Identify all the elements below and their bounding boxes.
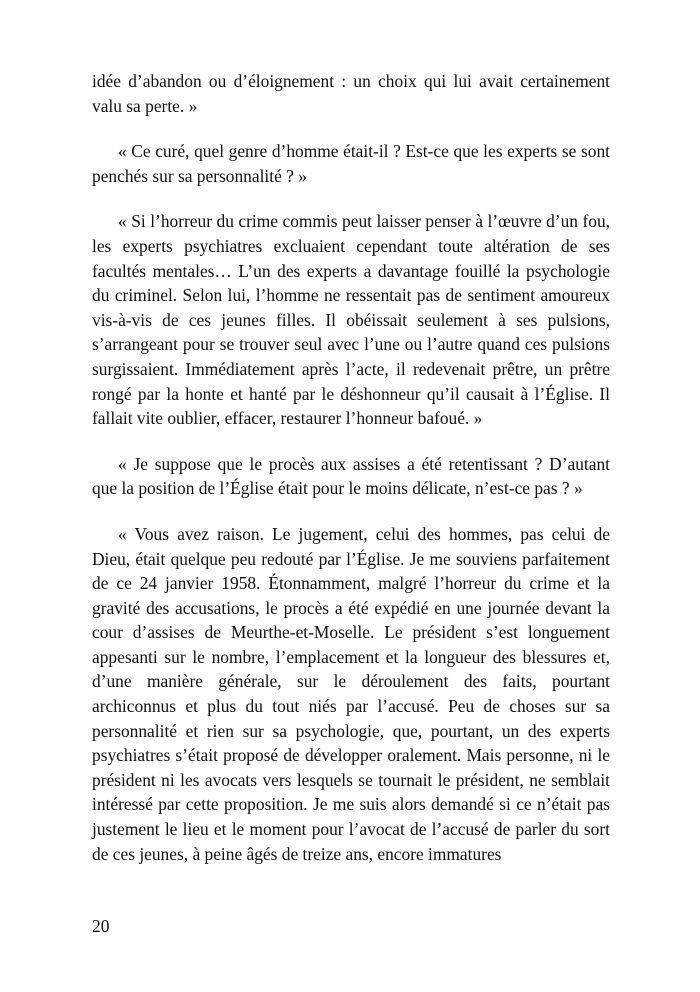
- paragraph-1: idée d’abandon ou d’éloignement : un choix qui lui avait certainement valu sa perte. »: [92, 71, 610, 116]
- page-body: [92, 69, 610, 887]
- paragraph-3: « Si l’horreur du crime commis peut laisser penser à l’œuvre d’un fou, les experts psychiatres excluaient cependant toute altération de ses facultés mentales… L’un des experts a davantage fouillé la psychologie du criminel. Selon lui, l’homme ne ressentait pas de sentiment amoureux vis-à-vis de ces jeunes filles. Il obéissait seulement à ses pulsions, s’arrangeant pour se trouver seul avec l’une ou l’autre quand ces pulsions surgissaient. Immédiatement après l’acte, il redevenait prêtre, un prêtre rongé par la honte et hanté par le déshonneur qu’il causait à l’Église. Il fallait vite oublier, effacer, restaurer l’honneur bafoué. »: [92, 211, 610, 429]
- paragraph-5: « Vous avez raison. Le jugement, celui des hommes, pas celui de Dieu, était quelque peu redouté par l’Église. Je me souviens parfaitement de ce 24 janvier 1958. Étonnamment, malgré l’horreur du crime et la gravité des accusations, le procès a été expédié en une journée devant la cour d’assises de Meurthe-et-Moselle. Le président s’est longuement appesanti sur le nombre, l’emplacement et la longueur des blessures et, d’une manière générale, sur le déroulement des faits, pourtant archiconnus et plus du tout niés par l’accusé. Peu de choses sur sa personnalité et rien sur sa psychologie, que, pourtant, un des experts psychiatres s’était proposé de développer oralement. Mais personne, ni le président ni les avocats vers lesquels se tournait le président, ne semblait intéressé par cette proposition. Je me suis alors demandé si ce n’était pas justement le lieu et le moment pour l’avocat de l’accusé de parler du sort de ces jeunes, à peine âgés de treize ans, encore immatures: [92, 523, 610, 864]
- paragraph-4: « Je suppose que le procès aux assises a été retentissant ? D’autant que la position de l’Église était pour le moins délicate, n’est-ce pas ? »: [92, 453, 610, 499]
- page-number: 20: [92, 916, 110, 936]
- paragraph-2: « Ce curé, quel genre d’homme était-il ? Est-ce que les experts se sont penchés sur sa personnalité ? »: [92, 141, 610, 186]
